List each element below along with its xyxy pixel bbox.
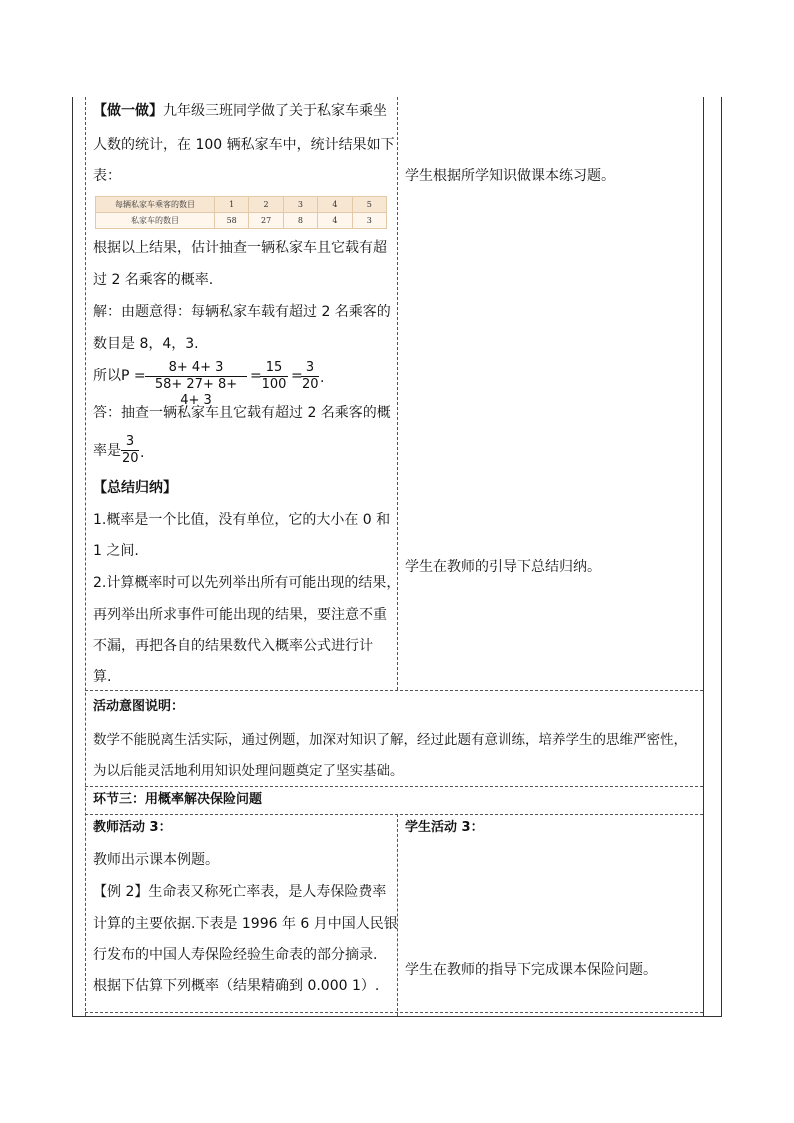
question-line-2: 过 2 名乘客的概率. xyxy=(93,272,214,288)
formula-fraction-2 xyxy=(260,360,288,393)
solution-line-2: 数目是 8，4，3. xyxy=(93,336,199,352)
fraction-denominator: 20 xyxy=(122,451,139,466)
table-cell: 3 xyxy=(283,197,317,213)
problem-text-1: 九年级三班同学做了关于私家车乘坐 xyxy=(163,103,387,119)
table-border-inner-right xyxy=(703,97,704,1016)
student-activity-label: 学生活动 3： xyxy=(405,820,484,835)
fraction-numerator: 3 xyxy=(125,434,135,449)
table-header-cell: 私家车的数目 xyxy=(96,213,215,229)
summary-line-1: 1.概率是一个比值，没有单位，它的大小在 0 和 xyxy=(93,512,391,528)
step3-title: 环节三：用概率解决保险问题 xyxy=(93,792,263,807)
formula-end: . xyxy=(320,370,325,386)
teacher-line-4: 行发布的中国人寿保险经验生命表的部分摘录. xyxy=(93,947,378,963)
solution-line-1: 解：由题意得：每辆私家车载有超过 2 名乘客的 xyxy=(93,304,391,320)
table-border-left xyxy=(72,97,73,1016)
summary-line-4: 再列举出所求事件可能出现的结果，要注意不重 xyxy=(93,607,387,623)
summary-heading: 【总结归纳】 xyxy=(93,480,177,496)
table-cell: 27 xyxy=(249,213,283,229)
row-divider-step3-top xyxy=(85,786,703,787)
teacher-line-1: 教师出示课本例题。 xyxy=(93,852,219,868)
student-note-summary: 学生在教师的引导下总结归纳。 xyxy=(405,559,601,575)
table-cell: 1 xyxy=(215,197,249,213)
teacher-activity-label: 教师活动 3： xyxy=(93,820,172,835)
table-cell: 5 xyxy=(352,197,386,213)
fraction-numerator: 15 xyxy=(265,360,283,375)
answer-fraction xyxy=(121,434,139,467)
answer-end: . xyxy=(140,445,145,461)
table-header-cell: 每辆私家车乘客的数目 xyxy=(96,197,215,213)
fraction-denominator: 100 xyxy=(261,377,287,392)
row-divider-bottom xyxy=(85,1012,703,1013)
table-row xyxy=(96,197,387,213)
intent-line-1: 数学不能脱离生活实际，通过例题，加深对知识了解，经过此题有意训练，培养学生的思维严密性， xyxy=(93,732,687,748)
problem-line-3: 表： xyxy=(93,168,121,184)
teacher-line-2 xyxy=(93,882,386,902)
table-cell: 58 xyxy=(215,213,249,229)
student-note-practice: 学生根据所学知识做课本练习题。 xyxy=(405,168,615,184)
formula-prefix: 所以P = xyxy=(93,368,146,384)
table-row xyxy=(96,213,387,229)
table-border-right xyxy=(721,97,722,1016)
intent-title: 活动意图说明： xyxy=(93,699,185,714)
fraction-numerator: 3 xyxy=(305,360,315,375)
answer-line-1: 答：抽查一辆私家车且它载有超过 2 名乘客的概 xyxy=(93,405,391,421)
table-cell: 3 xyxy=(352,213,386,229)
formula-fraction-3 xyxy=(301,360,319,393)
table-cell: 2 xyxy=(249,197,283,213)
problem-line-1 xyxy=(93,101,387,121)
problem-line-2: 人数的统计，在 100 辆私家车中，统计结果如下 xyxy=(93,137,395,153)
table-cell: 8 xyxy=(283,213,317,229)
formula-equals-2: = xyxy=(291,368,303,384)
summary-line-6: 算. xyxy=(93,669,112,685)
column-divider-upper xyxy=(397,97,398,690)
cell-border-left xyxy=(85,97,86,1016)
answer-prefix: 率是 xyxy=(93,443,121,459)
example-tag: 【例 2】 xyxy=(93,884,149,900)
teacher-line-5: 根据下估算下列概率（结果精确到 0.000 1）. xyxy=(93,978,380,994)
question-line-1: 根据以上结果，估计抽查一辆私家车且它载有超 xyxy=(93,240,387,256)
intent-line-2: 为以后能灵活地利用知识处理问题奠定了坚实基础。 xyxy=(93,763,404,779)
fraction-numerator: 8+ 4+ 3 xyxy=(168,360,224,375)
student-note-step3: 学生在教师的指导下完成课本保险问题。 xyxy=(405,962,657,978)
summary-line-5: 不漏，再把各自的结果数代入概率公式进行计 xyxy=(93,638,373,654)
car-passenger-table xyxy=(95,196,387,229)
table-border-bottom xyxy=(72,1016,722,1017)
teacher-line-3: 计算的主要依据.下表是 1996 年 6 月中国人民银 xyxy=(93,916,398,932)
row-divider-step3-body xyxy=(85,814,703,815)
practice-heading: 【做一做】 xyxy=(93,103,163,119)
formula-fraction-1 xyxy=(145,360,247,409)
row-divider-intent-top xyxy=(85,690,703,691)
fraction-denominator: 58+ 27+ 8+ 4+ 3 xyxy=(145,376,247,409)
teacher-text-2: 生命表又称死亡率表，是人寿保险费率 xyxy=(148,884,387,900)
formula-equals-1: = xyxy=(250,368,262,384)
table-cell: 4 xyxy=(318,213,352,229)
fraction-denominator: 20 xyxy=(302,377,319,392)
table-cell: 4 xyxy=(318,197,352,213)
summary-line-3: 2.计算概率时可以先列举出所有可能出现的结果， xyxy=(93,575,401,591)
summary-line-2: 1 之间. xyxy=(93,543,139,559)
